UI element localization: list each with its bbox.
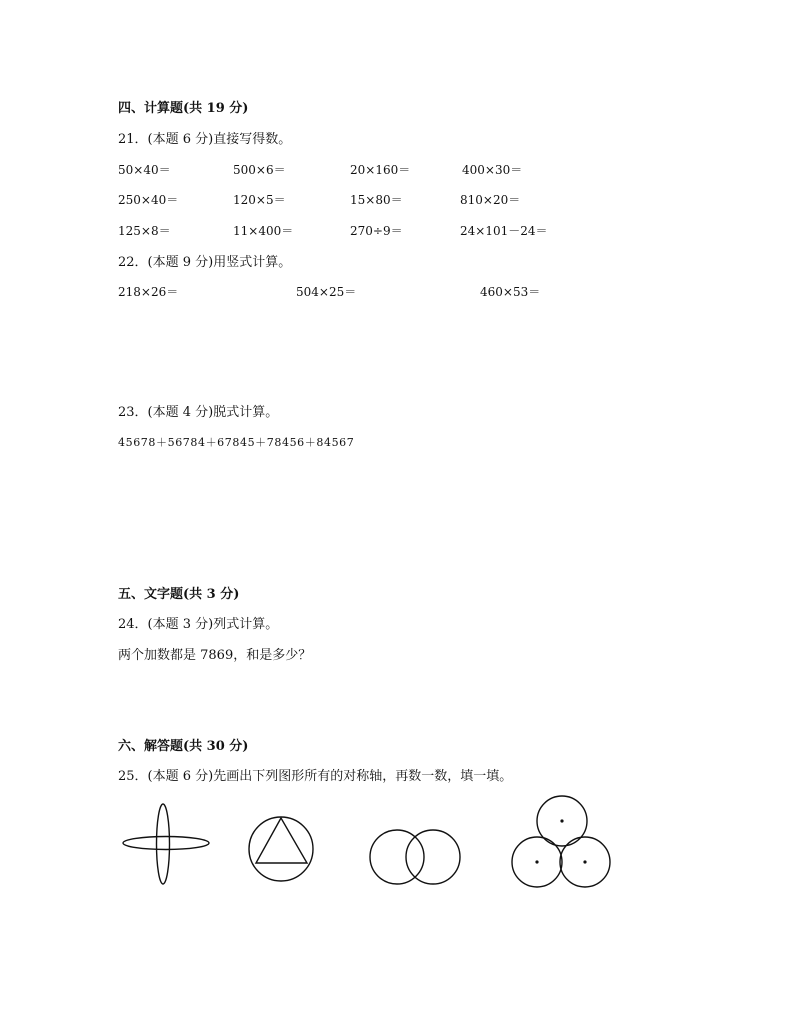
q21-item: 11×400＝ — [233, 224, 294, 238]
question-22-title: 22．(本题 9 分)用竖式计算。 — [118, 255, 292, 270]
q21-item: 50×40＝ — [118, 163, 171, 177]
q22-item: 218×26＝ — [118, 285, 179, 299]
q22-item: 504×25＝ — [296, 285, 357, 299]
q21-item: 120×5＝ — [233, 193, 286, 207]
q21-item: 270÷9＝ — [350, 224, 403, 238]
center-dot — [535, 860, 538, 863]
q21-item: 24×101－24＝ — [460, 224, 548, 238]
q21-item: 400×30＝ — [462, 163, 523, 177]
section-heading-calculation: 四、计算题(共 19 分) — [118, 101, 249, 116]
q21-item: 500×6＝ — [233, 163, 286, 177]
question-24-title: 24．(本题 3 分)列式计算。 — [118, 617, 279, 632]
triangle-in-circle-figure — [249, 817, 313, 881]
two-overlapping-circles-figure — [370, 830, 460, 884]
section-heading-solution: 六、解答题(共 30 分) — [118, 739, 249, 754]
section-heading-word-problem: 五、文字题(共 3 分) — [118, 587, 240, 602]
q22-item: 460×53＝ — [480, 285, 541, 299]
center-dot — [560, 819, 563, 822]
q21-item: 125×8＝ — [118, 224, 171, 238]
q21-item: 810×20＝ — [460, 193, 521, 207]
four-petal-flower-figure — [123, 804, 209, 884]
question-24-text: 两个加数都是 7869，和是多少？ — [118, 648, 312, 663]
q21-item: 20×160＝ — [350, 163, 411, 177]
question-23-title: 23．(本题 4 分)脱式计算。 — [118, 405, 279, 420]
q21-item: 250×40＝ — [118, 193, 179, 207]
center-dot — [583, 860, 586, 863]
three-touching-circles-figure — [512, 796, 610, 887]
question-25-title: 25．(本题 6 分)先画出下列图形所有的对称轴，再数一数，填一填。 — [118, 769, 513, 784]
q21-item: 15×80＝ — [350, 193, 403, 207]
question-21-title: 21．(本题 6 分)直接写得数。 — [118, 132, 292, 147]
question-23-expression: 45678＋56784＋67845＋78456＋84567 — [118, 436, 355, 449]
symmetry-figures — [0, 790, 794, 900]
